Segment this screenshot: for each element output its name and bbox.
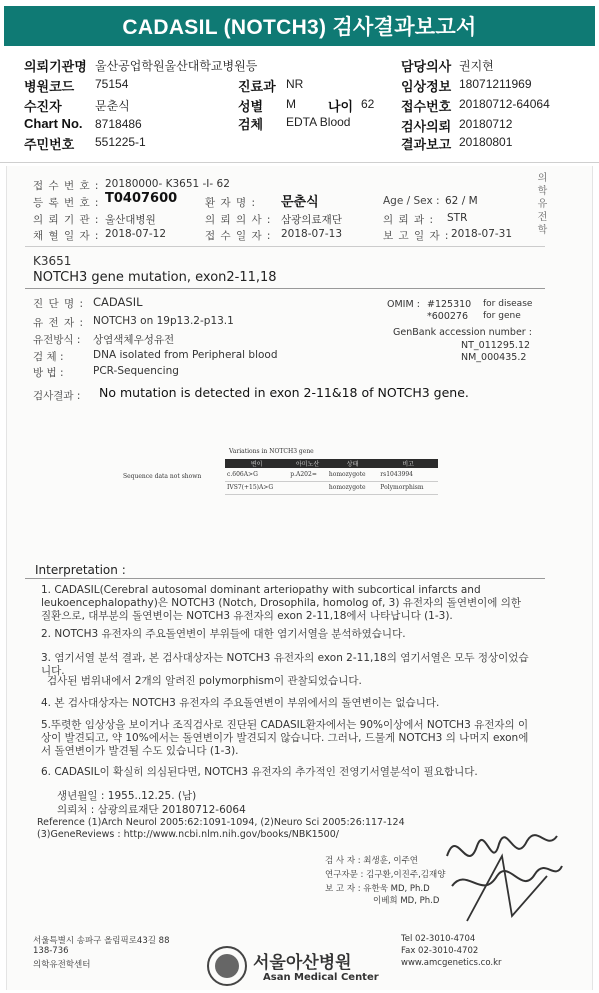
resident-no-label: 주민번호	[24, 137, 75, 152]
birth-info: 생년월일 : 1955..12.25. (남)	[57, 790, 197, 802]
report-date-label: 보 고 일 자 :	[383, 230, 450, 242]
genbank-label: GenBank accession number :	[393, 327, 532, 338]
examinee-label: 수진자	[24, 99, 62, 114]
receipt-no-value: 20180712-64064	[459, 97, 550, 111]
interpretation-6: 6. CADASIL이 확실히 의심된다면, NOTCH3 유전자의 추가적인 전영기서열분석이 필요합니다.	[41, 766, 478, 778]
header-rule	[25, 246, 545, 247]
omim-gene-note: for gene	[483, 311, 521, 321]
diagnosis-label: 진 단 명 :	[33, 298, 84, 310]
chart-no-value: 8718486	[95, 117, 142, 131]
reg-no-value: T0407600	[105, 191, 178, 206]
patient-name: 문춘식	[281, 195, 319, 210]
receive-date-label: 접 수 일 자 :	[205, 230, 272, 242]
gene-value: NOTCH3 on 19p13.2-p13.1	[93, 315, 234, 327]
test-rule	[25, 288, 545, 289]
genbank-1: NT_011295.12	[461, 340, 531, 351]
interpretation-rule	[25, 578, 545, 579]
clinical-info-value: 18071211969	[459, 77, 532, 91]
interpretation-4: 4. 본 검사대상자는 NOTCH3 유전자의 주요돌연변이 부위에서의 돌연변이는 없습니다.	[41, 697, 440, 709]
address-line-1: 서울특별시 송파구 올림픽로43길 88	[33, 936, 170, 946]
table-row	[225, 468, 438, 481]
chart-no-label: Chart No.	[24, 116, 83, 131]
collect-date-value: 2018-07-12	[105, 228, 167, 240]
variations-caption: Variations in NOTCH3 gene	[229, 448, 314, 455]
hospital-name-en: Asan Medical Center	[263, 972, 379, 983]
test-name: NOTCH3 gene mutation, exon2-11,18	[33, 270, 277, 285]
tester: 검 사 자 : 최생훈, 이주연	[325, 856, 418, 866]
researcher: 연구자문 : 김구환,이진주,김재양	[325, 870, 446, 880]
receipt-no-label: 접 수 번 호 :	[33, 180, 100, 192]
reference: Reference (1)Arch Neurol 2005:62:1091-1094, (2)Neuro Sci 2005:26:117-124 (3)GeneReviews : http://www.ncbi.nlm.nih.gov/books/NBK1500/	[37, 817, 405, 840]
method-value: PCR-Sequencing	[93, 365, 179, 377]
patient-label: 환 자 명 :	[205, 197, 256, 209]
doctor-label: 담당의사	[401, 59, 452, 74]
specimen-value: DNA isolated from Peripheral blood	[93, 349, 278, 361]
table-cell: Polymorphism	[378, 481, 438, 494]
agesex-value: 62 / M	[445, 195, 478, 207]
signature-image	[437, 816, 567, 931]
hospital-code-value: 75154	[95, 77, 129, 91]
omim-gene: *600276	[427, 311, 469, 322]
interpretation-1: 1. CADASIL(Cerebral autosomal dominant arteriopathy with subcortical infarcts and leukoencephalopathy)은 NOTCH3 (Notch, Drosophila, homolog of, 3) 유전자의 돌연변이에 의한 질환으로, 대부분의 돌연변이는 NOTCH3 유전자의 exon 2-11,18에서 나타납니다 (1-3).	[41, 584, 522, 622]
doctor-value: 권지현	[459, 59, 494, 73]
inheritance-value: 상염색체우성유전	[93, 334, 175, 346]
address-line-2: 138-736	[33, 946, 69, 956]
req-inst-label: 의 뢰 기 관 :	[33, 214, 100, 226]
hospital-name-ko: 서울아산병원	[253, 953, 352, 973]
institution-value: 울산공업학원울산대학교병원등	[95, 59, 258, 73]
side-label: 의학유전학	[535, 172, 546, 237]
receive-date-value: 2018-07-13	[281, 228, 343, 240]
hospital-code-label: 병원코드	[24, 79, 75, 94]
dept-label: 진료과	[238, 79, 276, 94]
age-value: 62	[361, 97, 375, 111]
receipt-no-label: 접수번호	[401, 99, 452, 114]
table-cell: homozygote	[327, 481, 378, 494]
table-cell: IVS7(+15)A>G	[225, 481, 288, 494]
sequence-note: Sequence data not shown	[123, 473, 202, 480]
requester-info: 의뢰처 : 삼광의료재단 20180712-6064	[57, 804, 246, 816]
result-value: No mutation is detected in exon 2-11&18 of NOTCH3 gene.	[99, 385, 469, 400]
variations-header-cell: 변이	[225, 459, 288, 468]
test-code: K3651	[33, 254, 72, 268]
interpretation-2: 2. NOTCH3 유전자의 주요돌연변이 부위들에 대한 염기서열을 분석하였습니다.	[41, 628, 406, 640]
report-title: CADASIL (NOTCH3) 검사결과보고서	[122, 16, 477, 39]
request-date-value: 20180712	[459, 117, 513, 131]
sex-value: M	[286, 97, 296, 111]
variations-header-cell: 비고	[378, 459, 438, 468]
report-date-value: 20180801	[459, 135, 513, 149]
examinee-value: 문춘식	[95, 99, 130, 113]
req-doc-value: 삼광의료재단	[281, 214, 342, 226]
table-cell: p.A202=	[288, 468, 327, 481]
address-line-3: 의학유전학센터	[33, 960, 91, 970]
table-cell: c.606A>G	[225, 468, 288, 481]
variations-header-cell: 상태	[327, 459, 378, 468]
interpretation-5: 5.뚜렷한 임상상을 보이거나 조직검사로 진단된 CADASIL환자에서는 90%이상에서 NOTCH3 유전자의 이상이 발견되고, 약 10%에서는 돌연변이가 발견되지 않습니다. 그러나, 드물게 NOTCH3 의 나머지 exon에서 돌연변이가 발견될 수도 있습니다 (1-3).	[41, 719, 529, 757]
collect-date-label: 채 혈 일 자 :	[33, 230, 100, 242]
asan-foundation-logo-icon	[207, 946, 247, 986]
result-label: 검사결과 :	[33, 390, 81, 402]
section-divider	[0, 162, 599, 163]
reporter-2: 이베희 MD, Ph.D	[373, 896, 440, 906]
req-inst-value: 울산대병원	[105, 214, 156, 226]
req-doc-label: 의 뢰 의 사 :	[205, 214, 272, 226]
reporter: 보 고 자 : 유한욱 MD, Ph.D	[325, 884, 430, 894]
patient-info-section	[0, 50, 599, 160]
clinical-info-label: 임상정보	[401, 79, 452, 94]
table-cell: rs1043994	[378, 468, 438, 481]
interpretation-3b: 검사된 범위내에서 2개의 알려진 polymorphism이 관찰되었습니다.	[47, 675, 362, 687]
req-dept-label: 의 뢰 과 :	[383, 214, 434, 226]
dept-value: NR	[286, 77, 304, 91]
interpretation-3a: 3. 염기서열 분석 결과, 본 검사대상자는 NOTCH3 유전자의 exon 2-11,18의 염기서열은 모두 정상이었습니다.	[41, 652, 529, 677]
scanned-report	[6, 166, 593, 990]
report-title-bar	[4, 6, 595, 46]
request-date-label: 검사의뢰	[401, 119, 452, 134]
method-label: 방 법 :	[33, 367, 64, 379]
table-row	[225, 481, 438, 494]
fax: Fax 02-3010-4702	[401, 946, 479, 956]
agesex-label: Age / Sex :	[383, 195, 440, 207]
specimen-value: EDTA Blood	[286, 115, 351, 129]
institution-label: 의뢰기관명	[24, 59, 87, 74]
reg-no-label: 등 록 번 호 :	[33, 197, 100, 209]
sex-label: 성별	[238, 99, 264, 114]
report-date-label: 결과보고	[401, 137, 452, 152]
tel: Tel 02-3010-4704	[401, 934, 476, 944]
diagnosis-value: CADASIL	[93, 295, 143, 309]
report-date-value: 2018-07-31	[451, 228, 513, 240]
omim-disease-note: for disease	[483, 299, 533, 309]
specimen-label: 검 체 :	[33, 351, 64, 363]
variations-header-row	[225, 459, 438, 468]
specimen-label: 검체	[238, 117, 264, 132]
variations-header-cell: 아미노산	[288, 459, 327, 468]
age-label: 나이	[328, 99, 354, 114]
genbank-2: NM_000435.2	[461, 352, 527, 363]
omim-label: OMIM :	[387, 299, 420, 310]
variations-table	[225, 459, 438, 495]
receipt-no-value: 20180000- K3651 -I- 62	[105, 178, 230, 190]
req-dept-value: STR	[447, 212, 468, 224]
omim-disease: #125310	[427, 299, 472, 310]
table-cell: homozygote	[327, 468, 378, 481]
website: www.amcgenetics.co.kr	[401, 958, 502, 968]
inheritance-label: 유전방식 :	[33, 334, 81, 346]
interpretation-title: Interpretation :	[35, 563, 126, 577]
gene-label: 유 전 자 :	[33, 317, 84, 329]
resident-no-value: 551225-1	[95, 135, 146, 149]
table-cell	[288, 481, 327, 494]
